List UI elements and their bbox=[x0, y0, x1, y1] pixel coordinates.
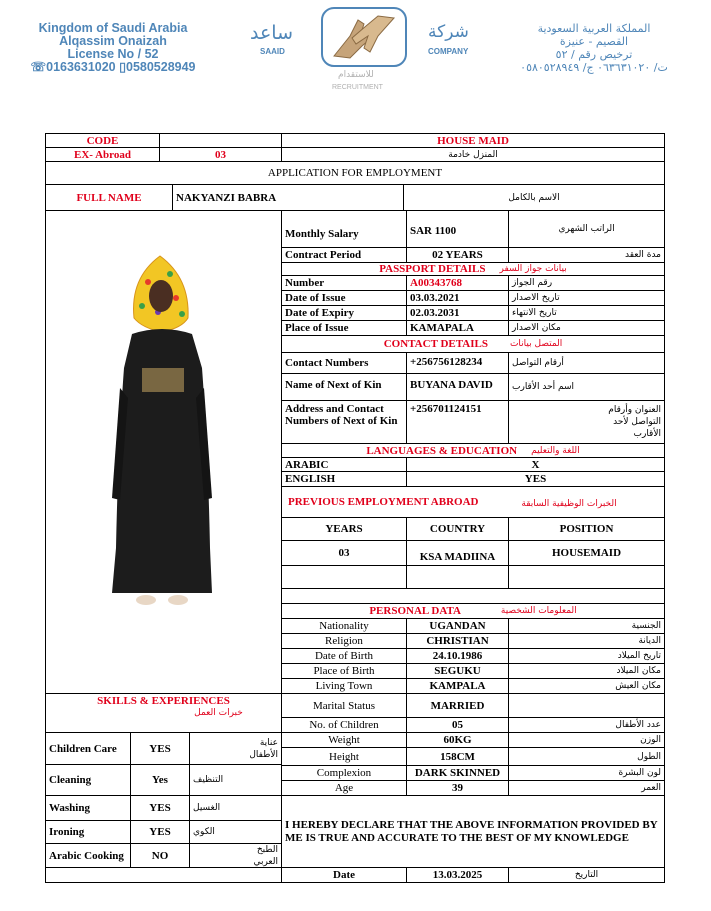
personal-label: Height bbox=[281, 747, 407, 766]
ex-abroad-value: 03 bbox=[159, 147, 282, 162]
contract-period-label: Contract Period bbox=[281, 247, 407, 263]
employment-empty-cell bbox=[508, 565, 665, 589]
letterhead-line: Alqassim Onaizah bbox=[59, 34, 167, 48]
contract-period-arabic: مدة العقد bbox=[508, 247, 665, 263]
skill-name: Cleaning bbox=[45, 764, 131, 796]
personal-label: Living Town bbox=[281, 678, 407, 694]
personal-arabic: الوزن bbox=[508, 732, 665, 748]
personal-label: Religion bbox=[281, 633, 407, 649]
house-maid-title: HOUSE MAID bbox=[281, 133, 665, 148]
employment-country: KSA MADIINA bbox=[406, 540, 509, 566]
spacer-row bbox=[281, 588, 665, 604]
contact-heading-en: CONTACT DETAILS bbox=[383, 338, 488, 350]
letterhead-line: License No / 52 bbox=[67, 47, 159, 61]
previous-employment-heading-ar: الخبرات الوظيفية السابقة bbox=[521, 499, 617, 509]
code-value-cell bbox=[159, 133, 282, 148]
passport-label: Date of Expiry bbox=[281, 305, 407, 321]
personal-arabic: الطول bbox=[508, 747, 665, 766]
employment-empty-cell bbox=[406, 565, 509, 589]
personal-arabic: مكان العيش bbox=[508, 678, 665, 694]
column-header-position: POSITION bbox=[508, 517, 665, 541]
personal-heading bbox=[281, 603, 665, 619]
skill-arabic: الطبخ العربي bbox=[189, 843, 282, 868]
contact-arabic: أرقام التواصل bbox=[508, 352, 665, 374]
personal-value: KAMPALA bbox=[406, 678, 509, 694]
passport-value: 03.03.2021 bbox=[406, 290, 509, 306]
column-header-country: COUNTRY bbox=[406, 517, 509, 541]
house-maid-arabic: المنزل خادمة bbox=[281, 147, 665, 162]
passport-heading-en: PASSPORT DETAILS bbox=[379, 263, 486, 275]
skill-value: YES bbox=[130, 795, 190, 821]
full-name-arabic: الاسم بالكامل bbox=[403, 184, 665, 211]
passport-arabic: رقم الجواز bbox=[508, 275, 665, 291]
letterhead-line: القصيم - عنيزة bbox=[559, 35, 629, 48]
letterhead-line: المملكة العربية السعودية bbox=[537, 22, 651, 35]
passport-value: KAMAPALA bbox=[406, 320, 509, 336]
passport-heading-ar: بيانات جواز السفر bbox=[499, 264, 567, 274]
contract-period-value: 02 YEARS bbox=[406, 247, 509, 263]
contact-label: Contact Numbers bbox=[281, 352, 407, 374]
personal-value: 60KG bbox=[406, 732, 509, 748]
personal-value: CHRISTIAN bbox=[406, 633, 509, 649]
personal-label: Marital Status bbox=[281, 693, 407, 718]
passport-arabic: تاريخ الاصدار bbox=[508, 290, 665, 306]
skill-value: Yes bbox=[130, 764, 190, 796]
personal-value: 39 bbox=[406, 780, 509, 796]
date-value: 13.03.2025 bbox=[406, 867, 509, 883]
letterhead-line: ت/ ٠٦٣٦٣١٠٢٠ ج/ ٠٥٨٠٥٢٨٩٤٩ bbox=[520, 61, 668, 74]
personal-label: No. of Children bbox=[281, 717, 407, 733]
language-name: ARABIC bbox=[281, 457, 407, 472]
personal-arabic: تاريخ الميلاد bbox=[508, 648, 665, 664]
logo-bottom-english: RECRUITMENT bbox=[332, 84, 383, 91]
employment-years: 03 bbox=[281, 540, 407, 566]
skill-arabic: الكوي bbox=[189, 820, 282, 844]
letterhead-line: ترخيص رقم / ٥٢ bbox=[555, 48, 633, 61]
applicant-photo bbox=[112, 248, 212, 613]
language-level: YES bbox=[406, 471, 665, 487]
personal-label: Weight bbox=[281, 732, 407, 748]
letterhead-english bbox=[8, 22, 218, 74]
contact-label: Name of Next of Kin bbox=[281, 373, 407, 401]
personal-arabic: الجنسية bbox=[508, 618, 665, 634]
personal-arabic: الديانة bbox=[508, 633, 665, 649]
personal-value: 05 bbox=[406, 717, 509, 733]
personal-arabic: مكان الميلاد bbox=[508, 663, 665, 679]
contact-heading bbox=[281, 335, 665, 353]
passport-arabic: مكان الاصدار bbox=[508, 320, 665, 336]
full-name-label: FULL NAME bbox=[45, 184, 173, 211]
personal-label: Age bbox=[281, 780, 407, 796]
hands-emblem-icon bbox=[320, 6, 408, 68]
contact-heading-ar: المتصل بيانات bbox=[509, 339, 563, 349]
letterhead-line: Kingdom of Saudi Arabia bbox=[38, 21, 188, 35]
language-name: ENGLISH bbox=[281, 471, 407, 487]
passport-value: A00343768 bbox=[406, 275, 509, 291]
logo-left-english: SAAID bbox=[260, 47, 285, 56]
languages-heading-en: LANGUAGES & EDUCATION bbox=[366, 444, 518, 457]
personal-heading-ar: المعلومات الشخصية bbox=[500, 606, 577, 616]
passport-label: Number bbox=[281, 275, 407, 291]
personal-arabic: لون البشرة bbox=[508, 765, 665, 781]
skills-heading bbox=[45, 693, 282, 733]
languages-heading-ar: اللغة والتعليم bbox=[531, 445, 580, 456]
passport-label: Date of Issue bbox=[281, 290, 407, 306]
skill-name: Washing bbox=[45, 795, 131, 821]
employment-empty-cell bbox=[281, 565, 407, 589]
date-arabic: التاريخ bbox=[508, 867, 665, 883]
column-header-years: YEARS bbox=[281, 517, 407, 541]
personal-label: Place of Birth bbox=[281, 663, 407, 679]
monthly-salary-label: Monthly Salary bbox=[281, 210, 407, 248]
skills-heading-en: SKILLS & EXPERIENCES bbox=[97, 695, 230, 707]
company-logo bbox=[248, 4, 478, 100]
letterhead-line: ☏0163631020 ▯0580528949 bbox=[30, 60, 196, 74]
monthly-salary-value: SAR 1100 bbox=[406, 210, 509, 248]
skill-arabic: الغسيل bbox=[189, 795, 282, 821]
personal-value: 24.10.1986 bbox=[406, 648, 509, 664]
contact-arabic: العنوان وأرقام التواصل لأحد الأقارب bbox=[508, 400, 665, 444]
monthly-salary-arabic: الراتب الشهري bbox=[508, 210, 665, 248]
skill-name: Children Care bbox=[45, 732, 131, 765]
contact-arabic: اسم أحد الأقارب bbox=[508, 373, 665, 401]
skill-value: YES bbox=[130, 732, 190, 765]
skills-heading-ar: خبرات العمل bbox=[194, 708, 243, 718]
personal-value: 158CM bbox=[406, 747, 509, 766]
passport-label: Place of Issue bbox=[281, 320, 407, 336]
personal-value: SEGUKU bbox=[406, 663, 509, 679]
personal-label: Date of Birth bbox=[281, 648, 407, 664]
application-title: APPLICATION FOR EMPLOYMENT bbox=[45, 161, 665, 185]
personal-value: DARK SKINNED bbox=[406, 765, 509, 781]
contact-value: +256756128234 bbox=[406, 352, 509, 374]
declaration-text: I HEREBY DECLARE THAT THE ABOVE INFORMATION PROVIDED BY ME IS TRUE AND ACCURATE TO THE BEST OF MY KNOWLEDGE bbox=[281, 795, 665, 868]
ex-abroad-label: EX- Abroad bbox=[45, 147, 160, 162]
logo-right-arabic: شركة bbox=[428, 22, 469, 42]
personal-arabic: العمر bbox=[508, 780, 665, 796]
skill-value: NO bbox=[130, 843, 190, 868]
date-label: Date bbox=[281, 867, 407, 883]
passport-value: 02.03.2031 bbox=[406, 305, 509, 321]
employment-position: HOUSEMAID bbox=[508, 540, 665, 566]
skill-value: YES bbox=[130, 820, 190, 844]
skill-name: Arabic Cooking bbox=[45, 843, 131, 868]
contact-value: BUYANA DAVID bbox=[406, 373, 509, 401]
personal-heading-en: PERSONAL DATA bbox=[369, 605, 461, 617]
languages-heading bbox=[281, 443, 665, 458]
passport-arabic: تاريخ الانتهاء bbox=[508, 305, 665, 321]
skill-arabic: التنظيف bbox=[189, 764, 282, 796]
personal-value: MARRIED bbox=[406, 693, 509, 718]
personal-label: Complexion bbox=[281, 765, 407, 781]
personal-arabic: عدد الأطفال bbox=[508, 717, 665, 733]
logo-left-arabic: ساعد bbox=[250, 22, 294, 44]
contact-value: +256701124151 bbox=[406, 400, 509, 444]
logo-bottom-arabic: للاستقدام bbox=[338, 70, 374, 80]
previous-employment-heading: PREVIOUS EMPLOYMENT ABROAD bbox=[288, 496, 479, 508]
personal-value: UGANDAN bbox=[406, 618, 509, 634]
passport-heading bbox=[281, 262, 665, 276]
contact-label: Address and Contact Numbers of Next of Kin bbox=[281, 400, 407, 444]
full-name-value: NAKYANZI BABRA bbox=[172, 184, 404, 211]
language-level: X bbox=[406, 457, 665, 472]
letterhead-arabic bbox=[489, 22, 699, 74]
code-label: CODE bbox=[45, 133, 160, 148]
skill-arabic: عناية الأطفال bbox=[189, 732, 282, 765]
skills-empty-row bbox=[45, 867, 282, 883]
personal-arabic bbox=[508, 693, 665, 718]
skill-name: Ironing bbox=[45, 820, 131, 844]
logo-right-english: COMPANY bbox=[428, 47, 469, 56]
personal-label: Nationality bbox=[281, 618, 407, 634]
